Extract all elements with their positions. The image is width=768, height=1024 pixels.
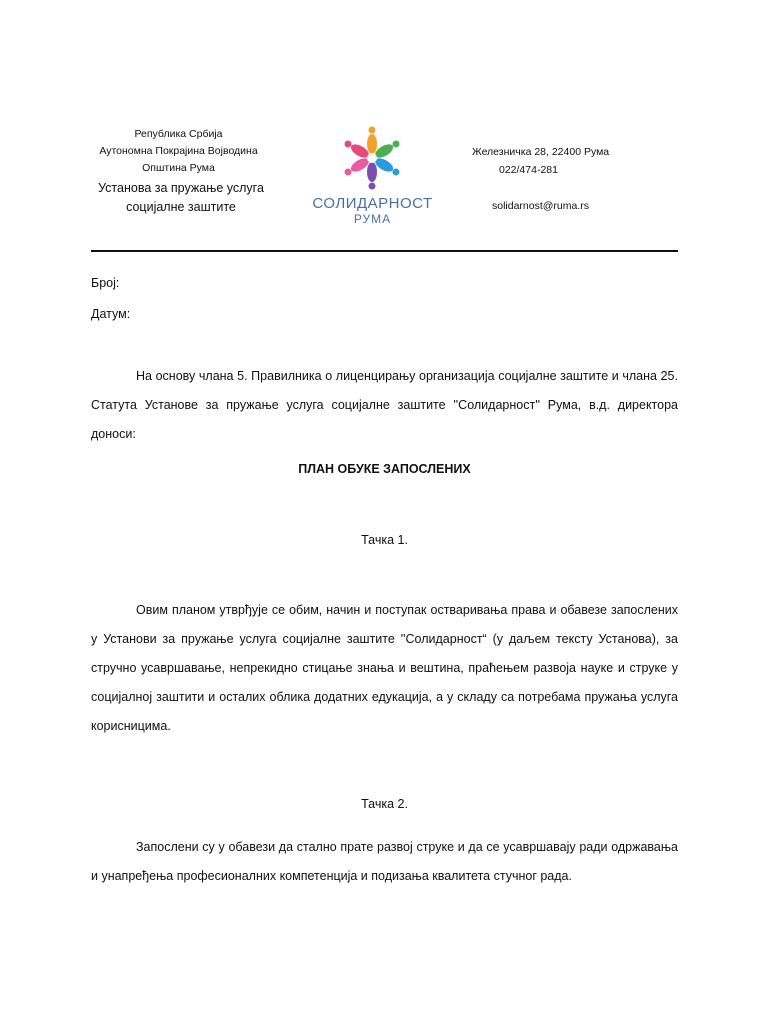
- section-1-text: Овим планом утврђује се обим, начин и поступак остваривања права и обавезе запослених у Установи за пружање услуга социјалне заштите ''Солидарност“ (у даљем тексту Установа), за стручно усавршавање, непрекидно стицање знања и вештина, праћењем развоја науке и струке у социјалној заштити и осталих облика додатних едукација, а у складу са потребама пружања услуга корисницима.: [91, 603, 678, 733]
- institution-line-2: социјалне заштите: [126, 200, 236, 214]
- intro-text: На основу члана 5. Правилника о лиценцирању организација социјалне заштите и члана 25. Статута Установе за пружање услуга социјалне заштите ''Солидарност'' Рума, в.д. директора доноси:: [91, 369, 678, 441]
- section-2-paragraph: [91, 833, 678, 891]
- logo-name: СОЛИДАРНОСТ: [312, 195, 433, 212]
- header-left-block: [91, 128, 266, 175]
- intro-paragraph: [91, 362, 678, 449]
- address: Железничка 28, 22400 Рума: [472, 146, 610, 158]
- document-title: ПЛАН ОБУКЕ ЗАПОСЛЕНИХ: [298, 462, 471, 476]
- logo-city: РУМА: [353, 212, 392, 226]
- header-divider: [91, 250, 678, 252]
- section-1-paragraph: [91, 596, 678, 741]
- municipality-line: Општина Рума: [142, 162, 215, 174]
- date-label: Датум:: [91, 307, 131, 321]
- country-line: Република Србија: [134, 128, 223, 140]
- section-2-heading: Тачка 2.: [361, 797, 408, 811]
- email: solidarnost@ruma.rs: [492, 200, 590, 212]
- institution-line-1: Установа за пружање услуга: [98, 181, 264, 195]
- section-1-heading: Тачка 1.: [361, 533, 408, 547]
- province-line: Аутономна Покрајина Војводина: [99, 145, 258, 157]
- phone: 022/474-281: [499, 164, 558, 176]
- institution-name: [86, 180, 276, 215]
- solidarnost-logo: [305, 126, 440, 224]
- section-2-text: Запослени су у обавези да стално прате развој струке и да се усавршавају ради одржавања и унапређења професионалних компетенција и подизања квалитета стучног рада.: [91, 840, 678, 883]
- flower-people-icon: [305, 126, 440, 190]
- number-label: Број:: [91, 276, 120, 290]
